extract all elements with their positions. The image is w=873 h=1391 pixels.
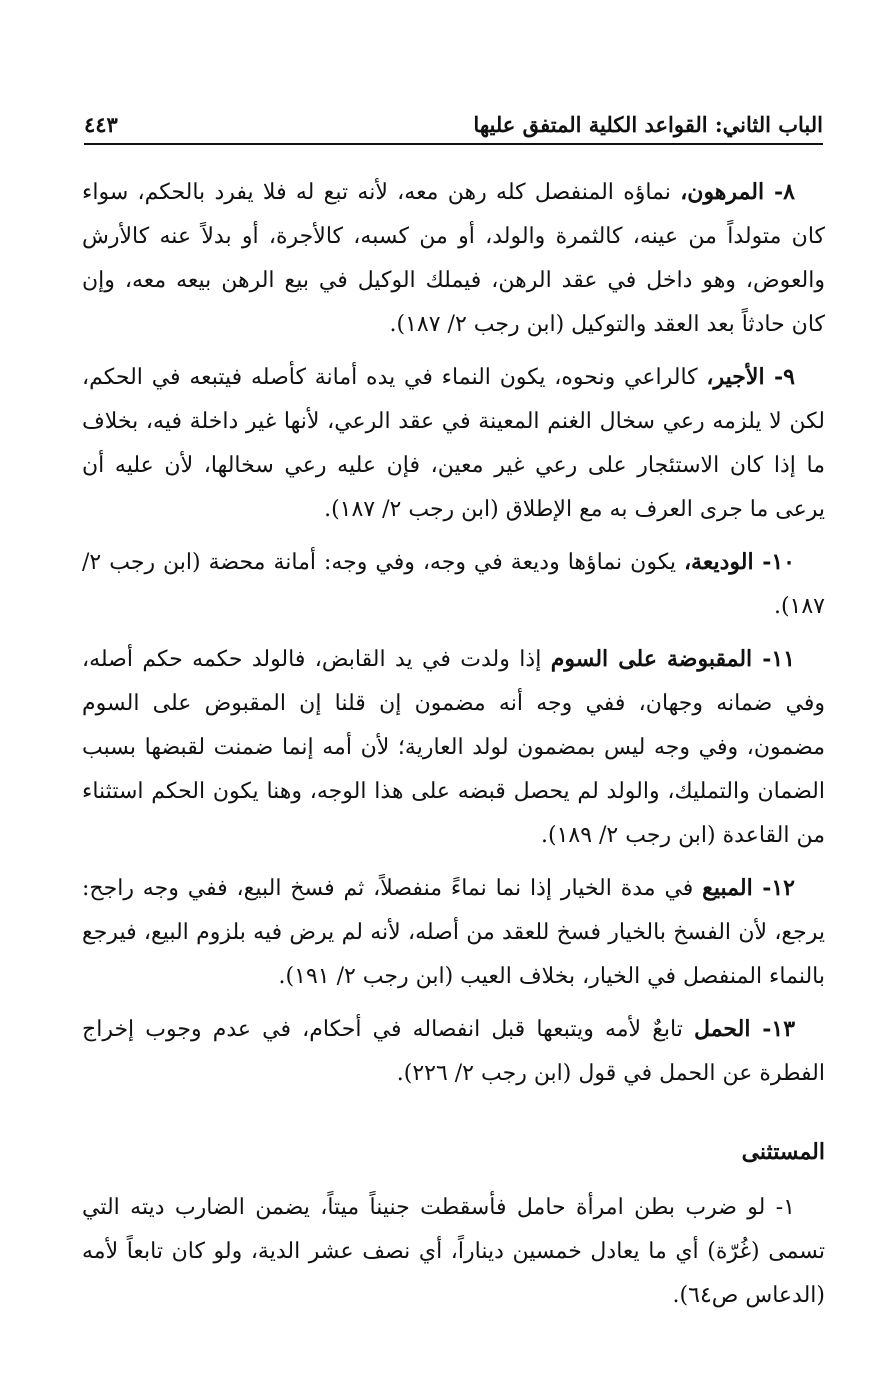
running-header: [84, 112, 823, 145]
item-text: تابعٌ لأمه ويتبعها قبل انفصاله في أحكام، في عدم وجوب إخراج الفطرة عن الحمل في قول (ابن رجب ٢/ ٢٢٦).: [82, 1017, 825, 1086]
paragraph-9: [82, 355, 825, 532]
item-text: في مدة الخيار إذا نما نماءً منفصلاً، ثم فسخ البيع، ففي وجه راجح: يرجع، لأن الفسخ بالخيار فسخ للعقد من أصله، لأنه لم يرض فيه بلزوم البيع، فيرجع بالنماء المنفصل في الخيار، بخلاف العيب (ابن رجب ٢/ ١٩١).: [82, 876, 825, 989]
item-head: ١٠- الوديعة،: [683, 549, 795, 575]
exception-text: لو ضرب بطن امرأة حامل فأسقطت جنيناً ميتاً، يضمن الضارب ديته التي تسمى (غُرّة) أي ما يعادل خمسين ديناراً، أي نصف عشر الدية، ولو كان تابعاً لأمه (الدعاس ص٦٤).: [82, 1195, 825, 1308]
paragraph-11: [82, 637, 825, 858]
item-text: يكون نماؤها وديعة في وجه، وفي وجه: أمانة محضة (ابن رجب ٢/ ١٨٧).: [82, 550, 825, 619]
item-head: ٩- الأجير،: [706, 364, 795, 390]
item-text: إذا ولدت في يد القابض، فالولد حكمه حكم أصله، وفي ضمانه وجهان، ففي وجه أنه مضمون إن قلنا إن المقبوض على السوم مضمون، وفي وجه ليس بمضمون لولد العارية؛ لأن أمه إنما ضمنت لقبضها بسبب الضمان والتمليك، والولد لم يحصل قبضه على هذا الوجه، وهنا يكون الحكم استثناء من القاعدة (ابن رجب ٢/ ١٨٩).: [82, 647, 825, 848]
item-text: كالراعي ونحوه، يكون النماء في يده أمانة كأصله فيتبعه في الحكم، لكن لا يلزمه رعي سخال الغنم المعينة في عقد الرعي، لأنها غير داخلة فيه، بخلاف ما إذا كان الاستئجار على رعي غير معين، فإن عليه رعي سخالها، لأن عليه أن يرعى ما جرى العرف به مع الإطلاق (ابن رجب ٢/ ١٨٧).: [82, 365, 825, 522]
paragraph-12: [82, 866, 825, 999]
paragraph-13: [82, 1007, 825, 1096]
page-number: ٤٤٣: [84, 112, 118, 137]
body-text: [82, 170, 825, 1326]
exception-head: ١-: [775, 1195, 795, 1220]
item-head: ١٣- الحمل: [694, 1016, 796, 1042]
paragraph-8: [82, 170, 825, 347]
exception-1: [82, 1186, 825, 1318]
item-head: ١٢- المبيع: [702, 875, 795, 901]
item-head: ٨- المرهون،: [680, 179, 795, 205]
item-text: نماؤه المنفصل كله رهن معه، لأنه تبع له فلا يفرد بالحكم، سواء كان متولداً من عينه، كالثمرة والولد، أو من كسبه، كالأجرة، أو بدلاً عنه كالأرش والعوض، وهو داخل في عقد الرهن، فيملك الوكيل في بيع الرهن بيعه معه، وإن كان حادثاً بعد العقد والتوكيل (ابن رجب ٢/ ١٨٧).: [82, 180, 825, 337]
paragraph-10: [82, 540, 825, 629]
chapter-title: الباب الثاني: القواعد الكلية المتفق عليها: [473, 112, 823, 137]
section-heading: المستثنى: [741, 1139, 825, 1165]
item-head: ١١- المقبوضة على السوم: [550, 646, 795, 672]
